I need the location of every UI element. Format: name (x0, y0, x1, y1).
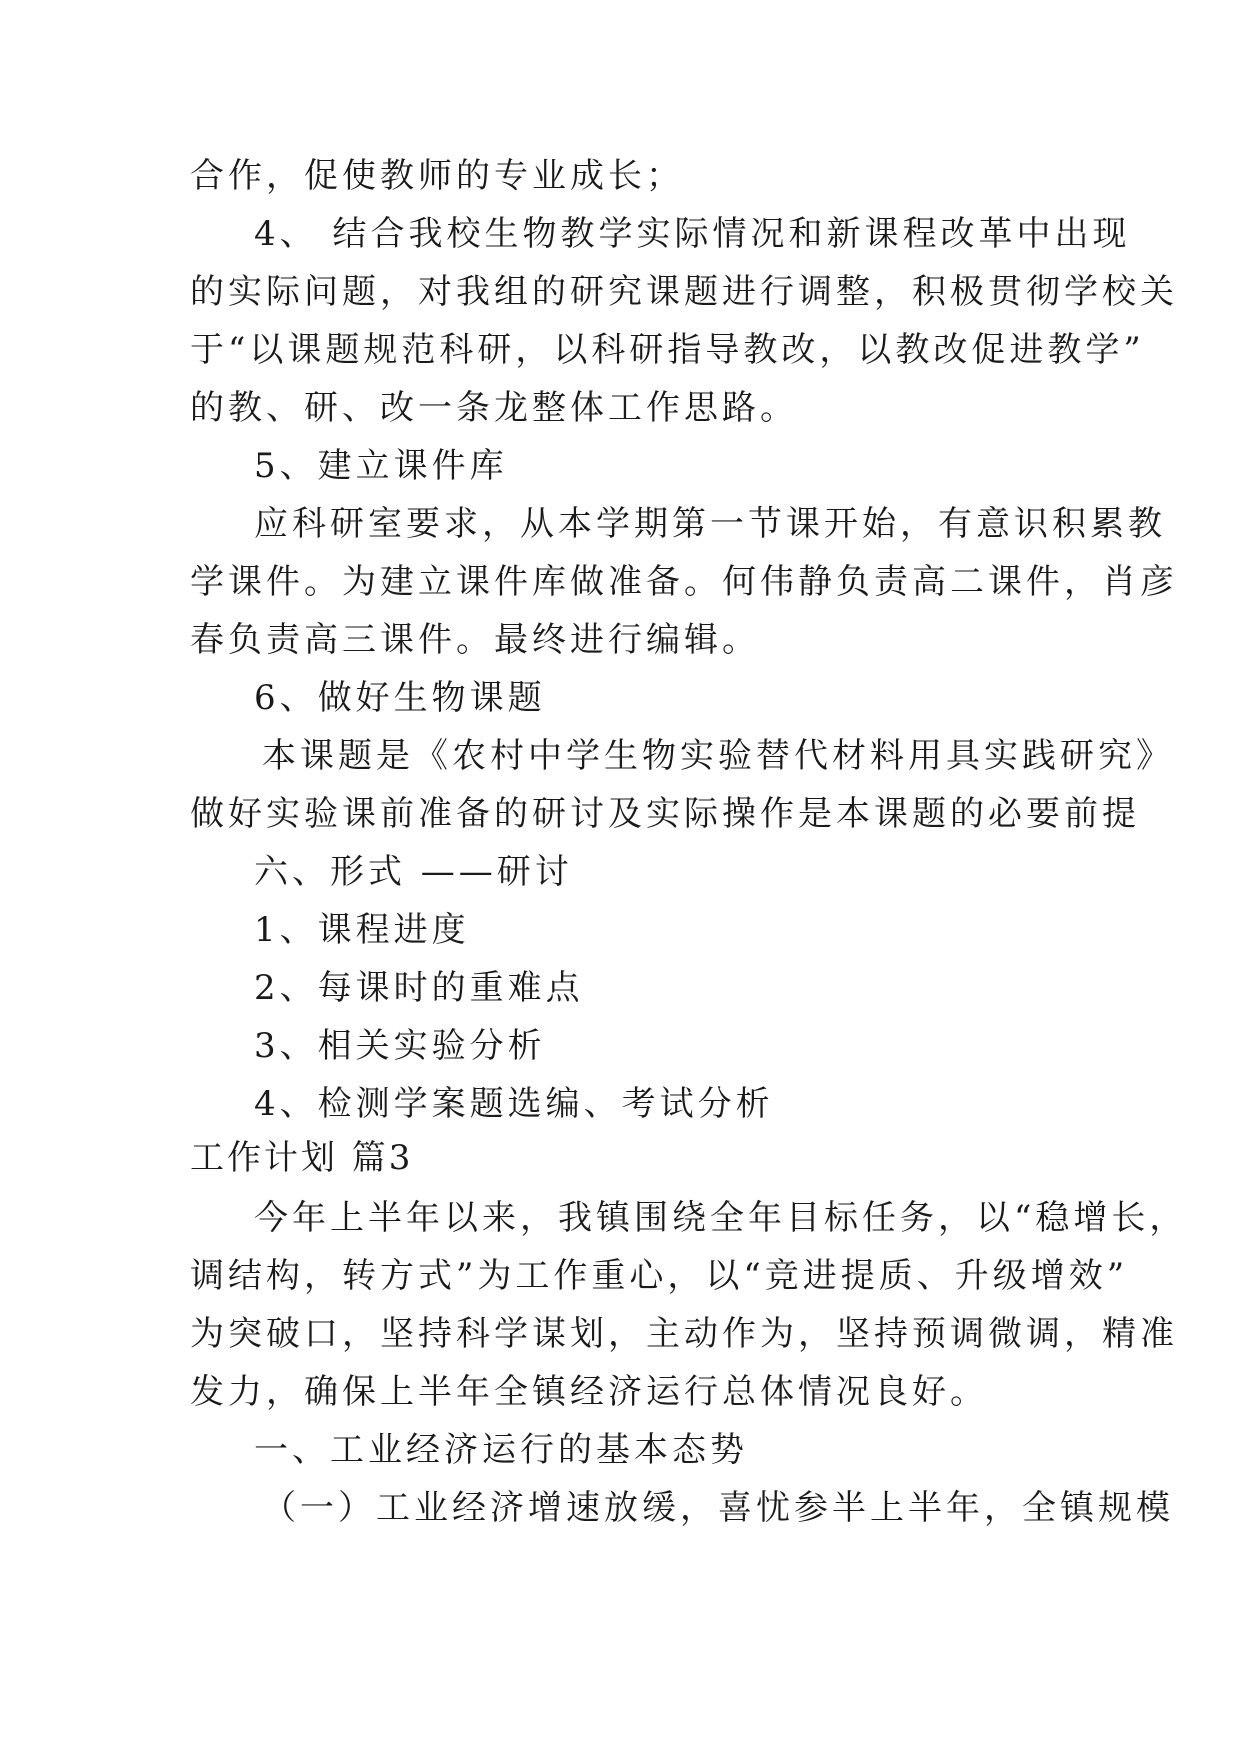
list-item-6-heading: 6、做好生物课题 (254, 678, 546, 718)
list-item: 2、每课时的重难点 (254, 968, 584, 1008)
paragraph-line: 调结构，转方式”为工作重心，以“竞进提质、升级增效” (190, 1256, 1129, 1296)
list-item-4: 4、 结合我校生物教学实际情况和新课程改革中出现 (254, 214, 1131, 254)
list-item: 3、相关实验分析 (254, 1026, 546, 1066)
section-heading-6: 六、形式 ——研讨 (254, 852, 573, 892)
list-item: 4、检测学案题选编、考试分析 (254, 1084, 774, 1124)
paragraph-line: 做好实验课前准备的研讨及实际操作是本课题的必要前提 (190, 794, 1140, 834)
section-heading-1: 一、工业经济运行的基本态势 (254, 1430, 748, 1470)
sub-heading-line: （一）工业经济增速放缓，喜忧参半上半年，全镇规模 (262, 1488, 1174, 1528)
paragraph-line: 的教、研、改一条龙整体工作思路。 (190, 388, 798, 428)
paragraph-line: 的实际问题，对我组的研究课题进行调整，积极贯彻学校关 (190, 272, 1178, 312)
paragraph-line: 于“以课题规范科研，以科研指导教改，以教改促进教学” (190, 330, 1145, 370)
paragraph-line: 今年上半年以来，我镇围绕全年目标任务，以“稳增长， (254, 1198, 1188, 1238)
paragraph-line: 合作，促使教师的专业成长； (190, 156, 684, 196)
section-title: 工作计划 篇3 (190, 1138, 414, 1178)
paragraph-line: 学课件。为建立课件库做准备。何伟静负责高二课件，肖彦 (190, 562, 1178, 602)
paragraph-line: 本课题是《农村中学生物实验替代材料用具实践研究》 (262, 736, 1174, 776)
list-item: 1、课程进度 (254, 910, 470, 950)
paragraph-line: 应科研室要求，从本学期第一节课开始，有意识积累教 (254, 504, 1166, 544)
paragraph-line: 发力，确保上半年全镇经济运行总体情况良好。 (190, 1372, 988, 1412)
list-item-5-heading: 5、建立课件库 (254, 446, 508, 486)
paragraph-line: 春负责高三课件。最终进行编辑。 (190, 620, 760, 660)
paragraph-line: 为突破口，坚持科学谋划，主动作为，坚持预调微调，精准 (190, 1314, 1178, 1354)
